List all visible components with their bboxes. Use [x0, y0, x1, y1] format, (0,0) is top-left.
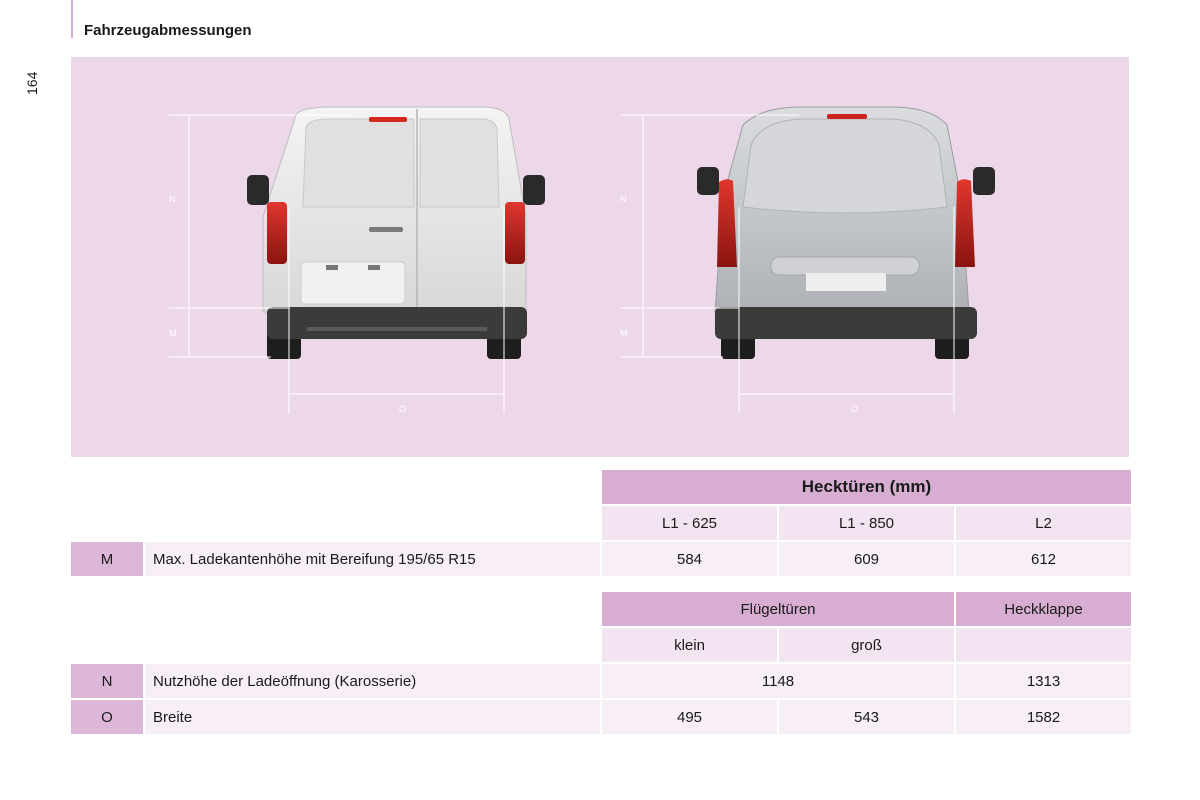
table1-col-l1-850: L1 - 850 — [779, 506, 954, 540]
right-van-mirror-left — [697, 167, 719, 195]
table1-col-l2: L2 — [956, 506, 1131, 540]
table2-sub-klein: klein — [602, 628, 777, 662]
row-value: 543 — [779, 700, 954, 734]
left-van-tail-lamp-right — [505, 202, 525, 264]
left-van-brake-light — [369, 117, 407, 122]
left-van-bumper — [267, 307, 527, 339]
right-label-o: O — [851, 404, 859, 414]
table1-title: Hecktüren (mm) — [602, 470, 1131, 504]
right-van-bumper — [715, 307, 977, 339]
row-description: Nutzhöhe der Ladeöffnung (Karosserie) — [145, 664, 600, 698]
vehicle-illustrations — [71, 57, 1129, 457]
left-label-n: N — [169, 194, 176, 204]
table1-header-row — [71, 470, 1131, 504]
page-number: 164 — [24, 71, 40, 95]
right-van-rear-window — [743, 119, 947, 213]
table-row — [71, 542, 1131, 576]
right-van-drawing — [697, 107, 995, 359]
right-van-plate — [806, 273, 886, 291]
row-value: 1313 — [956, 664, 1131, 698]
row-letter-o: O — [71, 700, 143, 734]
row-description: Max. Ladekantenhöhe mit Bereifung 195/65 R15 — [145, 542, 600, 576]
left-van-mirror-right — [523, 175, 545, 205]
left-van-window-left — [303, 119, 414, 207]
left-label-m: M — [169, 328, 177, 338]
left-van-tail-lamp-left — [267, 202, 287, 264]
table2-header-row — [71, 592, 1131, 626]
row-value: 495 — [602, 700, 777, 734]
left-van-bumper-trim — [307, 327, 487, 331]
section-title: Fahrzeugabmessungen — [84, 22, 252, 39]
table2-header-heckklappe: Heckklappe — [956, 592, 1131, 626]
right-van-mirror-right — [973, 167, 995, 195]
table-row — [71, 700, 1131, 734]
table2-sub-empty — [956, 628, 1131, 662]
table2-subheader-row — [71, 628, 1131, 662]
table1-column-row — [71, 506, 1131, 540]
left-van-drawing — [247, 107, 545, 359]
left-van-window-right — [420, 119, 499, 207]
row-value: 612 — [956, 542, 1131, 576]
row-description: Breite — [145, 700, 600, 734]
right-label-n: N — [620, 194, 627, 204]
row-value: 1582 — [956, 700, 1131, 734]
row-letter-m: M — [71, 542, 143, 576]
table-row — [71, 664, 1131, 698]
left-van-door-handle — [369, 227, 403, 232]
left-label-o: O — [399, 404, 407, 414]
left-van-plate-light-left — [326, 265, 338, 270]
right-van-handle-strip — [771, 257, 919, 275]
vehicle-dimensions-figure — [71, 57, 1129, 457]
table2-header-fluegeltueren: Flügeltüren — [602, 592, 954, 626]
table2-sub-gross: groß — [779, 628, 954, 662]
right-label-m: M — [620, 328, 628, 338]
header-accent-line — [71, 0, 73, 38]
table1-col-l1-625: L1 - 625 — [602, 506, 777, 540]
row-value-merged: 1148 — [602, 664, 954, 698]
row-value: 584 — [602, 542, 777, 576]
dimensions-table — [69, 468, 1133, 736]
left-van-plate-light-right — [368, 265, 380, 270]
row-value: 609 — [779, 542, 954, 576]
right-van-tail-lamp-right — [955, 179, 975, 267]
left-van-mirror-left — [247, 175, 269, 205]
left-van-plate-area — [301, 262, 405, 304]
right-van-brake-light — [827, 114, 867, 119]
row-letter-n: N — [71, 664, 143, 698]
